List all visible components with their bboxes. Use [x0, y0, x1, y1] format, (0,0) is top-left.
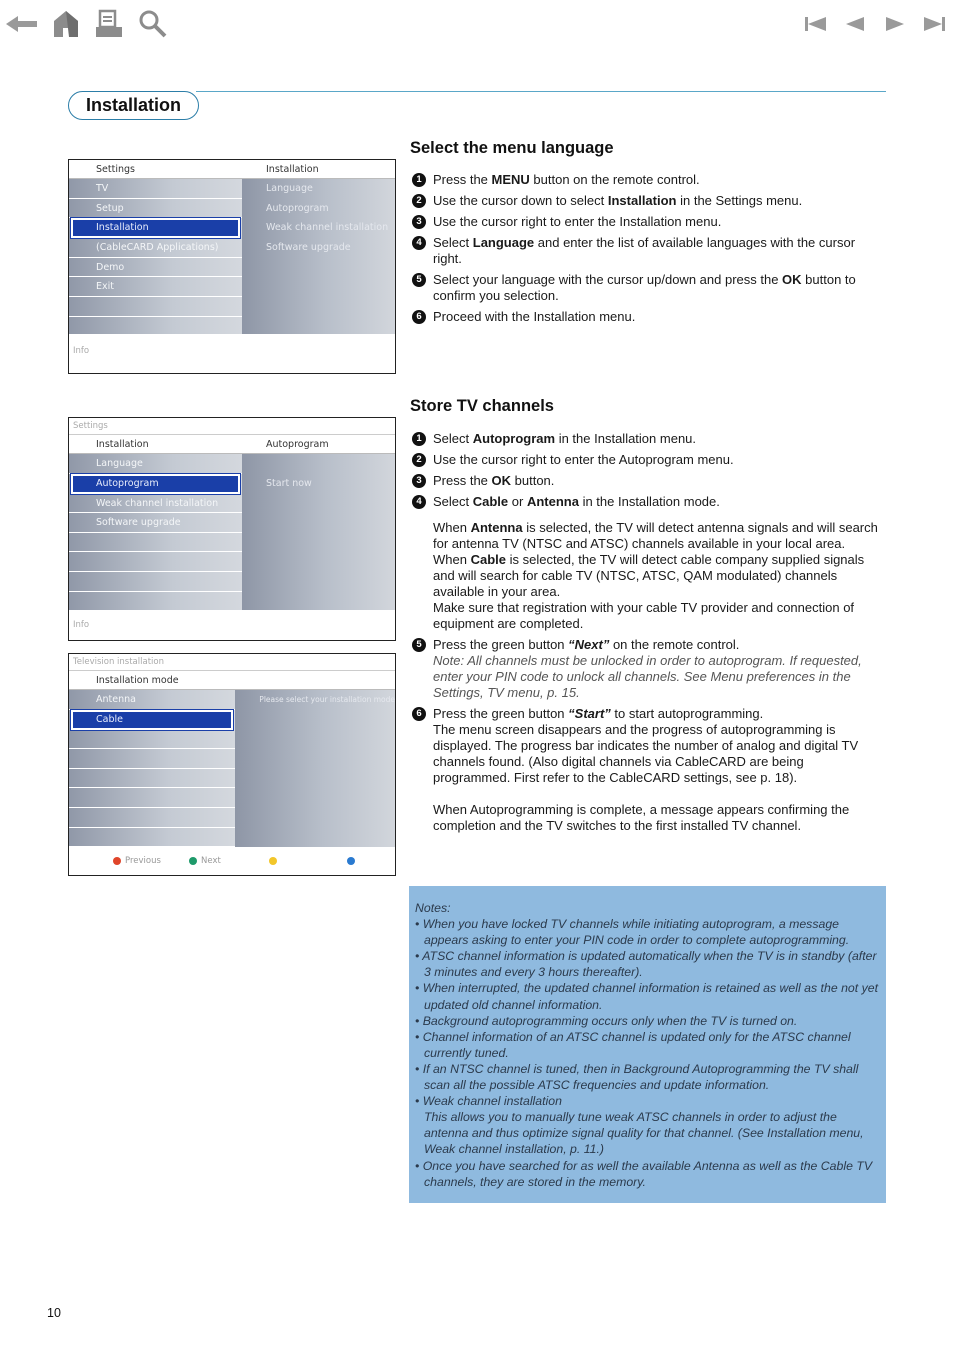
next-page-icon[interactable]	[880, 15, 908, 33]
menu-right-column	[242, 454, 395, 610]
color-button-bar	[69, 847, 395, 875]
step: 5 Press the green button “Next” on the remote control. Note: All channels must be unlocked in order to autoprogram. If requested, enter your PIN code to unlock all channels. See Menu preferences in the Settings, TV menu, p. 15.	[412, 637, 882, 701]
note-item: • Channel information of an ATSC channel is updated only for the ATSC channel currently tuned.	[415, 1029, 851, 1060]
settings-menu-screenshot	[68, 159, 396, 374]
first-page-icon[interactable]	[804, 15, 832, 33]
note-item: • When interrupted, the updated channel information is retained as well as the not yet updated old channel information.	[415, 981, 878, 1012]
step-number: 3	[412, 215, 426, 229]
section-heading-store-channels: Store TV channels	[410, 397, 554, 415]
panel-title: Settings	[69, 418, 395, 435]
step-number: 3	[412, 474, 426, 488]
step-number: 4	[412, 236, 426, 250]
autoprogram-menu-screenshot	[68, 417, 396, 641]
menu-item	[69, 533, 242, 553]
submenu-item: Start now	[266, 477, 312, 489]
panel-header	[69, 435, 395, 454]
toolbar-left	[6, 6, 168, 42]
step: 3 Press the OK button.	[412, 473, 882, 489]
menu-item	[69, 592, 242, 612]
previous-page-icon[interactable]	[842, 15, 870, 33]
search-icon[interactable]	[138, 9, 168, 39]
green-button-hint	[189, 856, 269, 866]
menu-item	[69, 572, 242, 592]
menu-item: Language	[69, 454, 242, 474]
pin-note: Note: All channels must be unlocked in order to autoprogram. If requested, enter your PIN code to unlock all channels. See Menu preferences in the Settings, TV menu, p. 15.	[433, 653, 862, 700]
panel-header	[69, 671, 395, 690]
yellow-dot-icon	[269, 857, 277, 865]
store-channels-steps	[412, 431, 882, 839]
step: 4 Select Language and enter the list of available languages with the cursor right.	[412, 235, 882, 267]
panel-header	[69, 160, 395, 179]
menu-item	[69, 828, 235, 848]
submenu-item	[242, 454, 395, 474]
menu-item	[69, 808, 235, 828]
panel-head-left: Installation	[96, 439, 149, 450]
notes-heading: Notes:	[415, 901, 451, 915]
note-item: • Background autoprogramming occurs only when the TV is turned on.	[415, 1013, 798, 1028]
red-dot-icon	[113, 857, 121, 865]
menu-item: Setup	[69, 199, 242, 219]
last-page-icon[interactable]	[918, 15, 946, 33]
menu-item	[69, 317, 242, 337]
menu-item: Software upgrade	[69, 513, 242, 533]
menu-item: TV	[69, 179, 242, 199]
note-item: • When you have locked TV channels while initiating autoprogram, a message appears asking to enter your PIN code in order to complete autoprogramming.	[415, 917, 850, 948]
menu-right-column	[242, 179, 395, 334]
button-label: Next	[201, 856, 221, 866]
step: 1 Select Autoprogram in the Installation menu.	[412, 431, 882, 447]
submenu-item: Language	[266, 183, 313, 194]
submenu-item: Autoprogram	[266, 202, 329, 214]
menu-right-column	[235, 690, 395, 847]
step-number: 4	[412, 495, 426, 509]
menu-left-column	[69, 454, 242, 610]
note-item: • Weak channel installation	[415, 1094, 562, 1109]
notes-box	[409, 886, 886, 1203]
step-number: 1	[412, 432, 426, 446]
menu-item-selected: Autoprogram	[71, 474, 240, 494]
menu-left-column	[69, 690, 235, 847]
page-number: 10	[47, 1306, 61, 1320]
menu-item	[69, 552, 242, 572]
step-number: 5	[412, 273, 426, 287]
step-detail: When Antenna is selected, the TV will detect antenna signals and will search for antenna TV (NTSC and ATSC) channels available in your local area. When Cable is selected, the TV will detect cable company supplied signals and will search for cable TV (NTSC, ATSC, QAM modulated) channels available in your area. Make sure that registration with your cable TV provider and connection of equipment are completed.	[433, 520, 878, 631]
menu-item: Demo	[69, 258, 242, 278]
note-item: • Once you have searched for as well the available Antenna as well as the Cable TV channels, they are stored in the memory.	[415, 1158, 873, 1189]
panel-head-left: Installation mode	[96, 675, 179, 686]
step: 2 Use the cursor down to select Installation in the Settings menu.	[412, 193, 882, 209]
step: 3 Use the cursor right to enter the Installation menu.	[412, 214, 882, 230]
back-arrow-icon[interactable]	[6, 14, 38, 34]
step: 2 Use the cursor right to enter the Autoprogram menu.	[412, 452, 882, 468]
step: 4 Select Cable or Antenna in the Installation mode.	[412, 494, 882, 510]
section-heading-menu-language: Select the menu language	[410, 139, 614, 157]
menu-item: Antenna	[69, 690, 235, 710]
menu-item-selected: Installation	[71, 218, 240, 238]
note-item: • ATSC channel information is updated automatically when the TV is in standby (after 3 minutes and every 3 hours thereafter).	[415, 949, 877, 980]
menu-language-steps	[412, 172, 882, 330]
print-icon[interactable]	[94, 9, 124, 39]
red-button-hint	[113, 856, 189, 866]
step: 1 Press the MENU button on the remote control.	[412, 172, 882, 188]
menu-left-column	[69, 179, 242, 334]
step: 6 Press the green button “Start” to start autoprogramming. The menu screen disappears and the progress of autoprogramming is displayed. The progress bar indicates the number of analog and digital TV channels found. (Also digital channels via CableCARD are being programmed. First refer to the CableCARD settings, see p. 18). When Autoprogramming is complete, a message appears confirming the completion and the TV switches to the first installed TV channel.	[412, 706, 882, 834]
menu-item	[69, 788, 235, 808]
step: 6 Proceed with the Installation menu.	[412, 309, 882, 325]
step-number: 5	[412, 638, 426, 652]
note-item: • If an NTSC channel is tuned, then in Background Autoprogramming the TV shall scan all the possible ATSC frequencies and update information.	[415, 1061, 859, 1093]
header-rule	[196, 91, 886, 92]
yellow-button-hint	[269, 856, 347, 866]
installation-mode-screenshot	[68, 653, 396, 876]
blue-dot-icon	[347, 857, 355, 865]
menu-item	[69, 730, 235, 750]
menu-item: (CableCARD Applications)	[69, 238, 242, 258]
menu-item: Weak channel installation	[69, 494, 242, 514]
menu-item	[69, 297, 242, 317]
step: 5 Select your language with the cursor up/down and press the OK button to confirm you selection.	[412, 272, 882, 304]
home-icon[interactable]	[52, 9, 80, 39]
step-number: 6	[412, 707, 426, 721]
panel-head-left: Settings	[96, 164, 135, 175]
menu-item-selected: Cable	[71, 710, 233, 730]
note-subtext: This allows you to manually tune weak ATSC channels in order to adjust the antenna and thus optimize signal quality for that channel. (See Installation menu, Weak channel installation, p. 11.)	[424, 1110, 864, 1157]
step-number: 2	[412, 453, 426, 467]
panel-info: Info	[73, 620, 90, 630]
step-number: 2	[412, 194, 426, 208]
panel-head-right: Installation	[266, 164, 319, 175]
step-number: 6	[412, 310, 426, 324]
menu-item	[69, 749, 235, 769]
section-title: Installation	[68, 91, 199, 120]
panel-info: Info	[73, 346, 90, 356]
panel-title: Television installation	[69, 654, 395, 671]
submenu-item: Weak channel installation	[266, 222, 389, 234]
step-number: 1	[412, 173, 426, 187]
menu-item: Exit	[69, 277, 242, 297]
submenu-item: Software upgrade	[266, 241, 351, 253]
green-dot-icon	[189, 857, 197, 865]
panel-head-right: Autoprogram	[266, 439, 329, 450]
toolbar-right	[804, 6, 946, 42]
button-label: Previous	[125, 856, 161, 866]
menu-item	[69, 769, 235, 789]
submenu-hint: Please select your installation mode	[259, 695, 395, 704]
blue-button-hint	[347, 856, 359, 866]
